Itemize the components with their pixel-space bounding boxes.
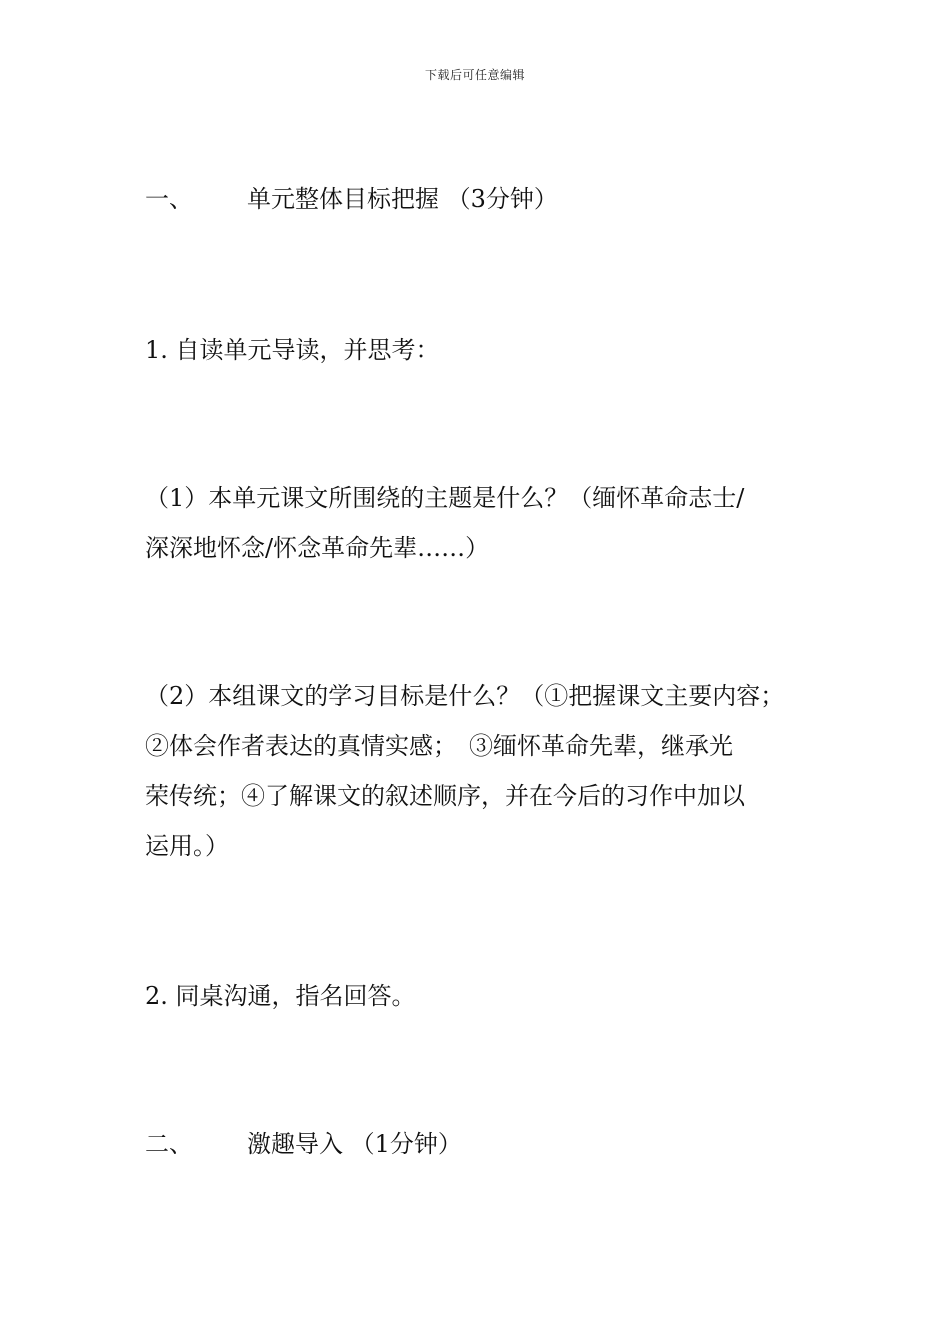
item-2-text: 2. 同桌沟通，指名回答。 — [145, 982, 416, 1010]
question-1-line: （1）本单元课文所围绕的主题是什么？（缅怀革命志士/ — [145, 484, 745, 512]
question-1-line: 深深地怀念/怀念革命先辈……） — [145, 534, 490, 562]
section-2-title: 激趣导入 （1分钟） — [247, 1130, 462, 1158]
question-2-line: （2）本组课文的学习目标是什么？（①把握课文主要内容； — [145, 682, 785, 710]
item-1-text: 1. 自读单元导读，并思考： — [145, 336, 440, 364]
question-2-line: 运用。） — [145, 832, 229, 860]
question-2-paragraph — [145, 671, 845, 871]
section-1-number: 一、 — [145, 185, 193, 213]
question-2-line: ②体会作者表达的真情实感； ③缅怀革命先辈，继承光 — [145, 732, 733, 760]
question-1-paragraph — [145, 473, 845, 573]
section-1-heading — [145, 174, 845, 224]
question-2-line: 荣传统；④了解课文的叙述顺序，并在今后的习作中加以 — [145, 782, 745, 810]
page-header-note: 下载后可任意编辑 — [424, 68, 525, 82]
section-2-heading — [145, 1119, 845, 1169]
section-1-title: 单元整体目标把握 （3分钟） — [247, 185, 558, 213]
section-2-number: 二、 — [145, 1130, 193, 1158]
